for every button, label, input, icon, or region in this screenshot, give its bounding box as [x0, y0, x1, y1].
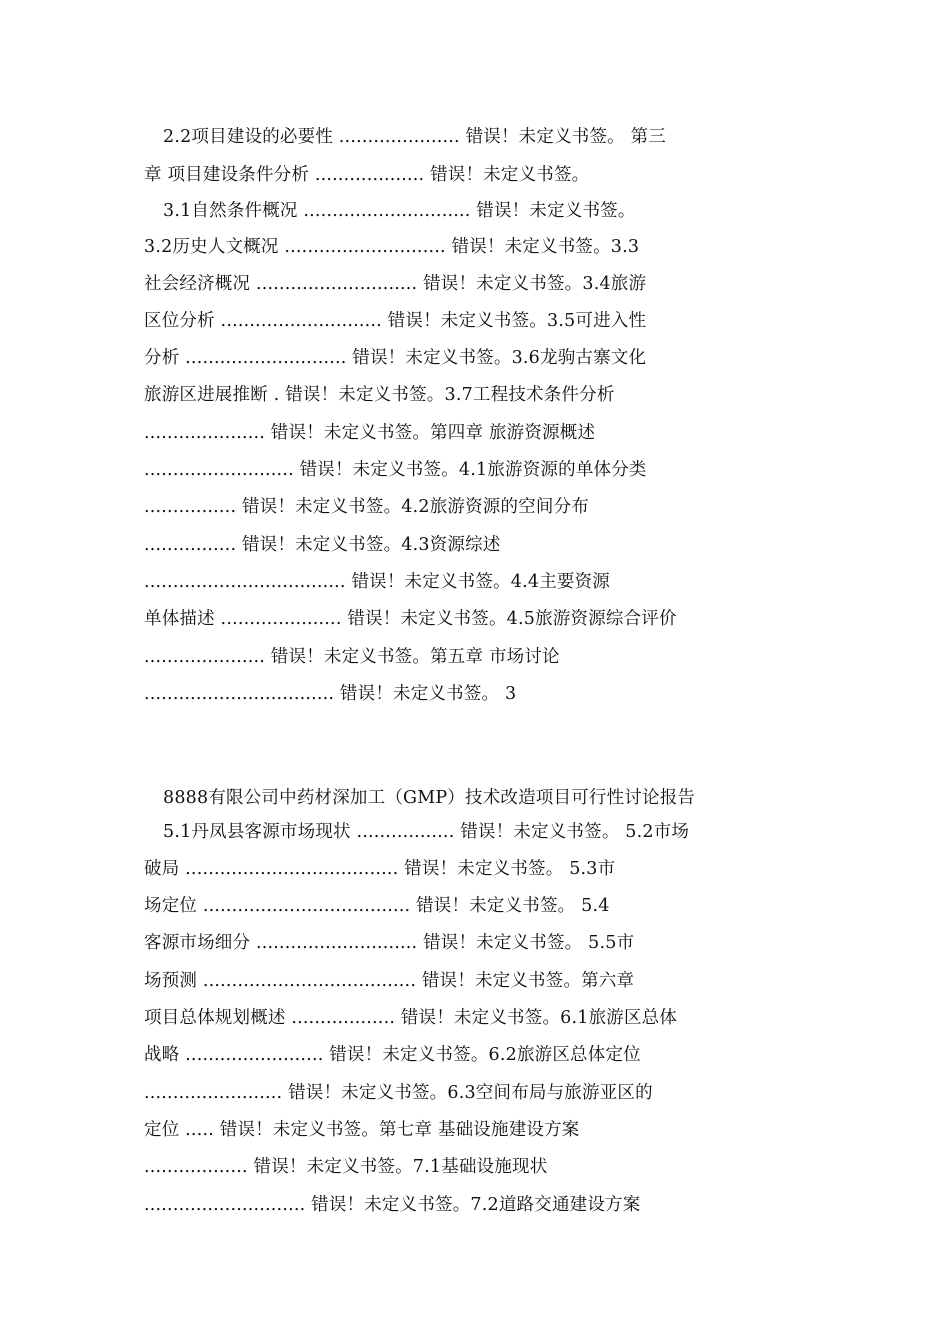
- toc-line: ........................ 错误！未定义书签。6.3空间布局与旅游亚区的: [144, 1083, 653, 1103]
- toc-line: ..................... 错误！未定义书签。第五章 市场讨论: [144, 647, 560, 667]
- toc-line: 战略 ........................ 错误！未定义书签。6.2旅游区总体定位: [144, 1045, 641, 1065]
- toc-line: 单体描述 ..................... 错误！未定义书签。4.5旅游资源综合评价: [144, 609, 677, 629]
- toc-line: 章 项目建设条件分析 ................... 错误！未定义书签。: [144, 165, 590, 185]
- toc-line: 区位分析 ............................ 错误！未定义书签。3.5可进入性: [144, 311, 647, 331]
- toc-line: 场预测 ..................................... 错误！未定义书签。第六章: [144, 971, 635, 991]
- toc-line: .......................... 错误！未定义书签。4.1旅游资源的单体分类: [144, 460, 647, 480]
- toc-line: 场定位 .................................... 错误！未定义书签。 5.4: [144, 896, 610, 916]
- toc-line: ..................... 错误！未定义书签。第四章 旅游资源概述: [144, 423, 596, 443]
- toc-line: 2.2项目建设的必要性 ..................... 错误！未定义书签。 第三: [163, 127, 667, 147]
- toc-line: 旅游区进展推断 . 错误！未定义书签。3.7工程技术条件分析: [144, 385, 615, 405]
- toc-line: 项目总体规划概述 .................. 错误！未定义书签。6.1旅游区总体: [144, 1008, 678, 1028]
- toc-line: ................................. 错误！未定义书签。 3: [144, 684, 517, 704]
- toc-line: ................................... 错误！未定义书签。4.4主要资源: [144, 572, 610, 592]
- toc-line: 定位 ..... 错误！未定义书签。第七章 基础设施建设方案: [144, 1120, 580, 1140]
- toc-line: ................ 错误！未定义书签。4.2旅游资源的空间分布: [144, 497, 589, 517]
- toc-line: 5.1丹凤县客源市场现状 ................. 错误！未定义书签。 5.2市场: [163, 822, 690, 842]
- toc-line: 3.2历史人文概况 ............................ 错误！未定义书签。3.3: [144, 237, 640, 257]
- toc-line: .................. 错误！未定义书签。7.1基础设施现状: [144, 1157, 548, 1177]
- toc-line: 客源市场细分 ............................ 错误！未定义书签。 5.5市: [144, 933, 635, 953]
- toc-line: ............................ 错误！未定义书签。7.2道路交通建设方案: [144, 1195, 641, 1215]
- page-header: 8888有限公司中药材深加工（GMP）技术改造项目可行性讨论报告: [163, 788, 696, 808]
- toc-line: 破局 ..................................... 错误！未定义书签。 5.3市: [144, 859, 616, 879]
- toc-line: 分析 ............................ 错误！未定义书签。3.6龙驹古寨文化: [144, 348, 647, 368]
- toc-line: 3.1自然条件概况 ............................. 错误！未定义书签。: [163, 201, 636, 221]
- toc-line: 社会经济概况 ............................ 错误！未定义书签。3.4旅游: [144, 274, 647, 294]
- toc-line: ................ 错误！未定义书签。4.3资源综述: [144, 535, 501, 555]
